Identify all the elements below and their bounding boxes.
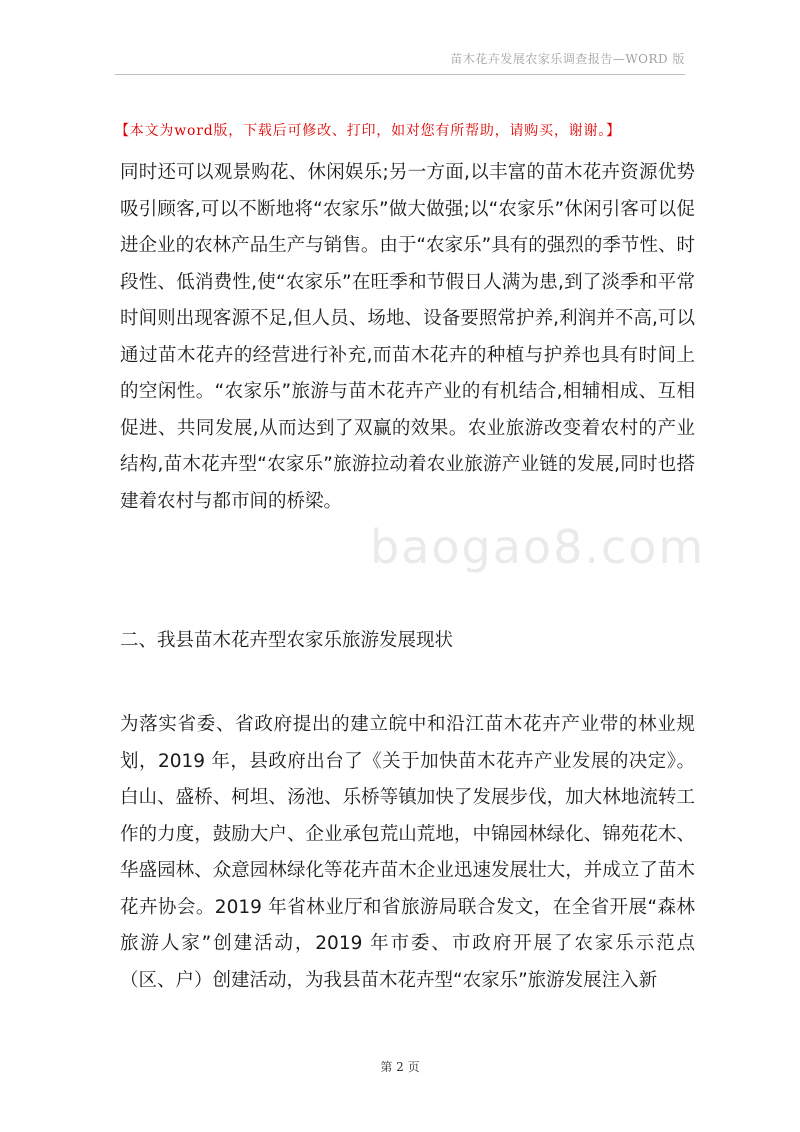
page-number: 第 2 页 [380,1060,420,1074]
running-header: 苗木花卉发展农家乐调查报告—WORD 版 [450,52,685,66]
header-divider [115,74,685,75]
body-paragraph: 同时还可以观景购花、休闲娱乐;另一方面,以丰富的苗木花卉资源优势吸引顾客,可以不断地将“农家乐”做大做强;以“农家乐”休闲引客可以促进企业的农林产品生产与销售。由于“农家乐”具有的强烈的季节性、时段性、低消费性,使“农家乐”在旺季和节假日人满为患,到了淡季和平常时间则出现客源不足,但人员、场地、设备要照常护养,利润并不高,可以通过苗木花卉的经营进行补充,而苗木花卉的种植与护养也具有时间上的空闲性。“农家乐”旅游与苗木花卉产业的有机结合,相辅相成、互相促进、共同发展,从而达到了双赢的效果。农业旅游改变着农村的产业结构,苗木花卉型“农家乐”旅游拉动着农业旅游产业链的发展,同时也搭建着农村与都市间的桥梁。 [120,162,695,512]
purchase-notice: 【本文为word版，下载后可修改、打印，如对您有所帮助，请购买，谢谢。】 [115,123,621,139]
site-watermark: baogao8.com [370,520,706,574]
section-heading: 二、我县苗木花卉型农家乐旅游发展现状 [120,630,454,651]
body-paragraph: 为落实省委、省政府提出的建立皖中和沿江苗木花卉产业带的林业规划，2019 年，县政府出台了《关于加快苗木花卉产业发展的决定》。白山、盛桥、柯坦、汤池、乐桥等镇加快了发展步伐，加大林地流转工作的力度，鼓励大户、企业承包荒山荒地，中锦园林绿化、锦苑花木、华盛园林、众意园林绿化等花卉苗木企业迅速发展壮大，并成立了苗木花卉协会。2019 年省林业厅和省旅游局联合发文，在全省开展“森林旅游人家”创建活动，2019 年市委、市政府开展了农家乐示范点（区、户）创建活动，为我县苗木花卉型“农家乐”旅游发展注入新 [120,714,695,991]
